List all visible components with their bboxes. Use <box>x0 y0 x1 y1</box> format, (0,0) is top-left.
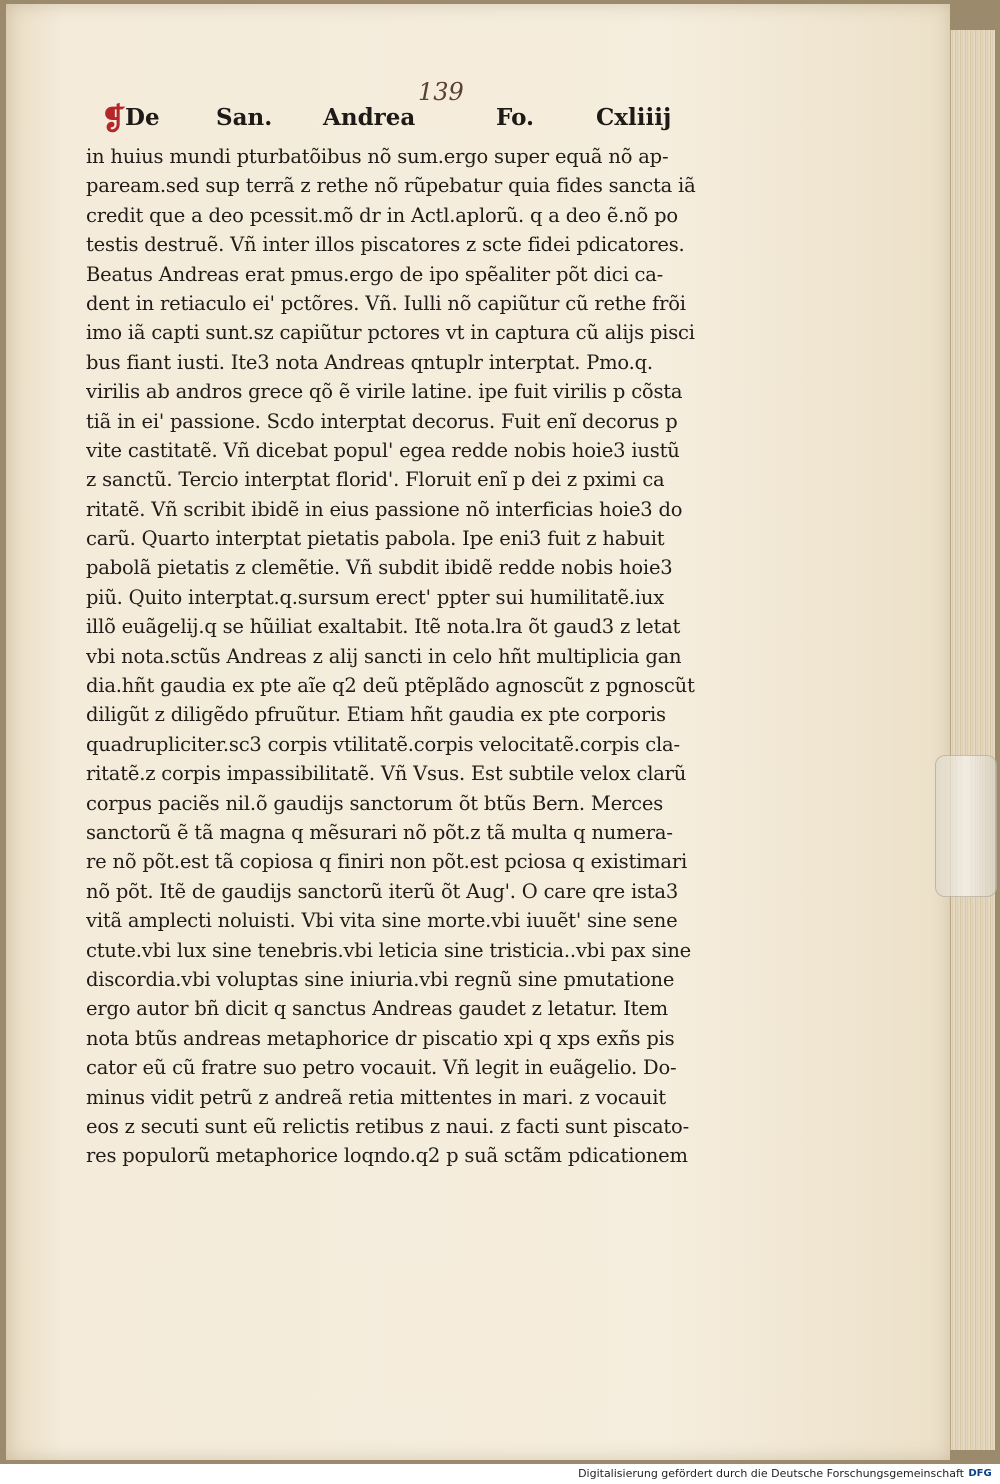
running-header <box>101 104 741 136</box>
dfg-logo-icon: DFG <box>968 1468 992 1479</box>
text-line: testis destruẽ. Vñ inter illos piscatores z scte fidei pdicatores. <box>86 233 685 257</box>
page-edges <box>950 30 995 1450</box>
text-line: sanctorũ ẽ tã magna q mẽsurari nõ põt.z tã multa q numera- <box>86 820 673 844</box>
page-clip <box>935 755 997 897</box>
text-line: in huius mundi pturbatõibus nõ sum.ergo super equã nõ ap- <box>86 145 669 168</box>
header-word-andrea: Andrea <box>323 104 416 131</box>
text-line: dia.hñt gaudia ex pte aĩe q2 deũ ptẽplãdo agnoscũt z pgnoscũt <box>86 674 695 698</box>
text-line: credit que a deo pcessit.mõ dr in Actl.aplorũ. q a deo ẽ.nõ po <box>86 203 678 227</box>
book-page <box>6 4 950 1460</box>
text-line: piũ. Quito interptat.q.sursum erect' ppter sui humilitatẽ.iux <box>86 585 665 609</box>
text-line: z sanctũ. Tercio interptat florid'. Floruit enĩ p dei z pximi ca <box>86 468 665 492</box>
text-line: ctute.vbi lux sine tenebris.vbi leticia sine tristicia..vbi pax sine <box>86 938 692 962</box>
text-line: cator eũ cũ fratre suo petro vocauit. Vñ legit in euãgelio. Do- <box>86 1056 677 1080</box>
rubric-mark: ❡ <box>101 102 127 137</box>
text-line: bus fiant iusti. Ite3 nota Andreas qntuplr interptat. Pmo.q. <box>86 350 653 374</box>
text-line: eos z secuti sunt eũ relictis retibus z naui. z facti sunt piscato- <box>86 1114 689 1138</box>
text-line: paream.sed sup terrã z rethe nõ rũpebatur quia fides sancta iã <box>86 174 696 198</box>
text-line: diligũt z diligẽdo pfruũtur. Etiam hñt gaudia ex pte corporis <box>86 703 666 727</box>
footer-credit: Digitalisierung gefördert durch die Deutsche Forschungsgemeinschaft <box>578 1467 964 1480</box>
text-line: dent in retiaculo ei' pctõres. Vñ. Iulli nõ capiũtur cũ rethe frõi <box>86 291 686 315</box>
text-line: minus vidit petrũ z andreã retia mittentes in mari. z vocauit <box>86 1085 666 1109</box>
text-block <box>86 142 746 1171</box>
text-line: nõ põt. Itẽ de gaudijs sanctorũ iterũ õt Aug'. O care qre ista3 <box>86 879 679 903</box>
text-line: carũ. Quarto interptat pietatis pabola. Ipe eni3 fuit z habuit <box>86 527 665 551</box>
text-line: vite castitatẽ. Vñ dicebat popul' egea redde nobis hoie3 iustũ <box>86 438 680 462</box>
header-word-san: San. <box>216 104 273 131</box>
header-word-folio: Cxliiij <box>596 104 672 131</box>
text-line: Beatus Andreas erat pmus.ergo de ipo spẽaliter põt dici ca- <box>86 262 664 286</box>
text-line: vitã amplecti noluisti. Vbi vita sine morte.vbi iuuẽt' sine sene <box>86 909 678 933</box>
header-word-fo: Fo. <box>496 104 535 131</box>
text-line: tiã in ei' passione. Scdo interptat decorus. Fuit enĩ decorus p <box>86 409 678 433</box>
footer-bar <box>0 1464 1000 1484</box>
text-line: corpus paciẽs nil.õ gaudijs sanctorum õt btũs Bern. Merces <box>86 791 664 815</box>
text-line: vbi nota.sctũs Andreas z alij sancti in celo hñt multiplicia gan <box>86 644 682 668</box>
text-line: re nõ põt.est tã copiosa q finiri non põt.est pciosa q existimari <box>86 850 688 874</box>
text-line: res populorũ metaphorice loqndo.q2 p suã sctãm pdicationem <box>86 1144 688 1168</box>
text-line: illõ euãgelij.q se hũiliat exaltabit. Itẽ nota.lra õt gaud3 z letat <box>86 615 681 639</box>
text-line: ergo autor bñ dicit q sanctus Andreas gaudet z letatur. Item <box>86 997 668 1021</box>
text-line: ritatẽ.z corpis impassibilitatẽ. Vñ Vsus. Est subtile velox clarũ <box>86 762 687 786</box>
folio-number: 139 <box>418 78 464 106</box>
text-line: ritatẽ. Vñ scribit ibidẽ in eius passione nõ interficias hoie3 do <box>86 497 683 521</box>
header-word-de: De <box>125 104 160 131</box>
text-line: discordia.vbi voluptas sine iniuria.vbi regnũ sine pmutatione <box>86 967 675 991</box>
text-line: nota btũs andreas metaphorice dr piscatio xpi q xps exñs pis <box>86 1026 675 1050</box>
text-line: pabolã pietatis z clemẽtie. Vñ subdit ibidẽ redde nobis hoie3 <box>86 556 673 580</box>
text-line: imo iã capti sunt.sz capiũtur pctores vt in captura cũ alijs pisci <box>86 321 695 345</box>
text-line: quadrupliciter.sc3 corpis vtilitatẽ.corpis velocitatẽ.corpis cla- <box>86 732 680 756</box>
text-line: virilis ab andros grece qõ ẽ virile latine. ipe fuit virilis p cõsta <box>86 380 683 404</box>
